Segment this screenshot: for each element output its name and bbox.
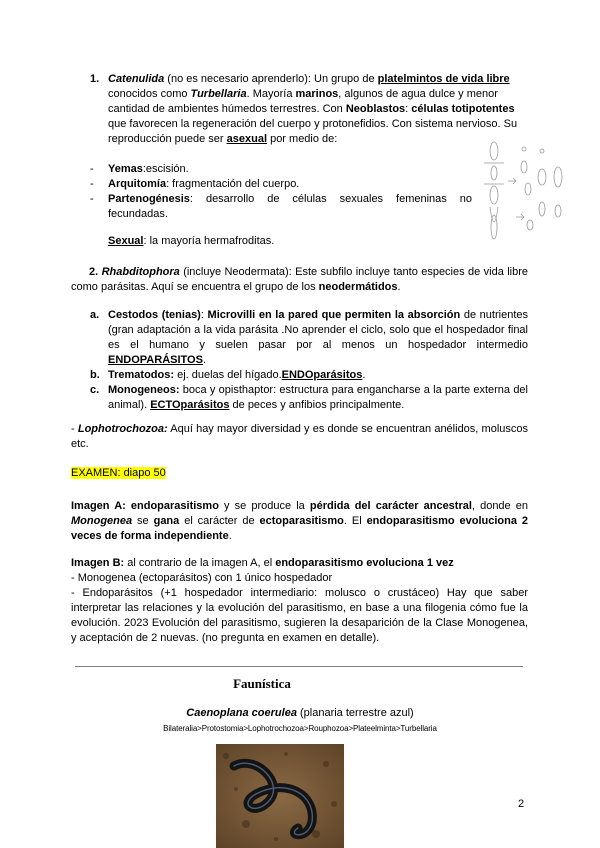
asexual-reproduction-list (90, 162, 472, 222)
list-item: c. Monogeneos: boca y opisthaptor: estructura para engancharse a la parte externa del animal). ECTOparásitos de peces y anfibios principalmente. (90, 384, 528, 411)
regeneration-figure (480, 137, 566, 245)
list-item: - Partenogénesis: desarrollo de células sexuales femeninas no fecundadas. (90, 193, 472, 220)
rhabditophora-paragraph: 2. Rhabditophora (incluye Neodermata): Este subfilo incluye tanto especies de vida libre como parásitas. Aquí se encuentra el grupo de los neodermátidos. (71, 266, 528, 293)
lophotrochozoa-paragraph: - Lophotrochozoa: Aquí hay mayor diversidad y es donde se encuentran anélidos, moluscos etc. (71, 423, 528, 450)
section-divider (75, 666, 523, 667)
imagen-b-paragraph (71, 556, 528, 646)
planaria-photo (216, 744, 344, 848)
faunistica-heading: Faunística (233, 676, 291, 691)
list-item: - Arquitomía: fragmentación del cuerpo. (90, 178, 300, 190)
list-item: - Yemas:escisión. (90, 163, 189, 175)
catenulida-text: Catenulida (no es necesario aprenderlo): Un grupo de platelmintos de vida libre conocidos como Turbellaria. Mayoría marinos, algunos de agua dulce y menor cantidad de ambientes húmedos terrestres. Con Neoblastos: células totipotentes que favorecen la regeneración del cuerpo y protonefidios. Con sistema nervioso. Su reproducción puede ser asexual por medio de: (108, 73, 518, 145)
imagen-b-line: - Endoparásitos (+1 hospedador intermediario: molusco o crustáceo) Hay que saber interpretar las relaciones y la evolución del parasitismo, en base a una filogenia cómo fue la evolución. 2023 Evolución del parasitismo, sugieren la desaparición de la Clase Monogenea, y aceptación de 2 nuevas. (no pregunta en examen en detalle). (71, 587, 528, 644)
imagen-b-line: Imagen B: al contrario de la imagen A, el endoparasitismo evoluciona 1 vez (71, 557, 454, 569)
neodermata-list (90, 308, 528, 413)
imagen-b-line: - Monogenea (ectoparásitos) con 1 único hospedador (71, 572, 333, 584)
species-caption: Caenoplana coerulea (planaria terrestre azul) (186, 707, 414, 719)
imagen-a-paragraph: Imagen A: endoparasitismo y se produce la pérdida del carácter ancestral, donde en Monogenea se gana el carácter de ectoparasitismo. El endoparasitismo evoluciona 2 veces de forma independiente. (71, 500, 529, 542)
list-number: 1. (90, 73, 100, 85)
page-number: 2 (518, 798, 525, 810)
sexual-reproduction-line: Sexual: la mayoría hermafroditas. (108, 235, 275, 247)
list-item: a. Cestodos (tenias): Microvilli en la pared que permiten la absorción de nutrientes (gran adaptación a la vida parásita .No aprender el ciclo, solo que el hospedador final es el humano y suelen pasar por al menos un hospedador intermedio ENDOPARÁSITOS. (90, 309, 528, 366)
list-item: b. Trematodos: ej. duelas del hígado.ENDOparásitos. (90, 369, 366, 381)
taxonomy-line: Bilateralia>Protostomia>Lophotrochozoa>Rouphozoa>Plateelminta>Turbellaria (163, 724, 437, 733)
exam-note (71, 466, 166, 481)
catenulida-section (90, 72, 530, 147)
exam-highlight: EXAMEN: diapo 50 (71, 467, 166, 479)
